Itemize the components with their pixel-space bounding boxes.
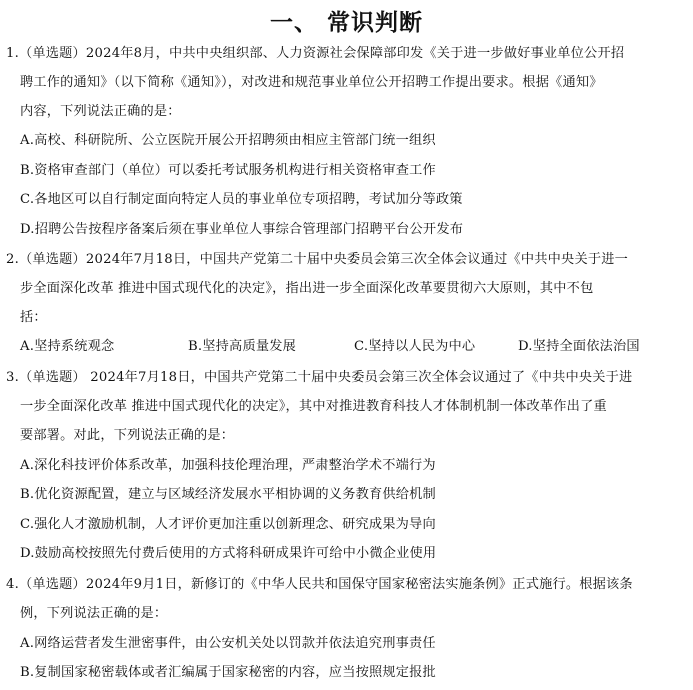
section-heading: 一、 常识判断 [269, 10, 423, 36]
question-4-option-b: B.复制国家秘密载体或者汇编属于国家秘密的内容，应当按照规定报批 [20, 665, 436, 680]
question-2-option-a: A.坚持系统观念 [20, 339, 115, 354]
question-1-option-b: B.资格审查部门（单位）可以委托考试服务机构进行相关资格审查工作 [20, 163, 436, 178]
question-4-option-a: A.网络运营者发生泄密事件，由公安机关处以罚款并依法追究刑事责任 [20, 636, 436, 651]
question-2-stem-line-2: 步全面深化改革 推进中国式现代化的决定》，指出进一步全面深化改革要贯彻六大原则，其中不包 [20, 281, 594, 296]
question-3-option-a: A.深化科技评价体系改革，加强科技伦理治理，严肃整治学术不端行为 [20, 458, 436, 473]
question-2-option-d: D.坚持全面依法治国 [518, 339, 640, 354]
question-1-option-d: D.招聘公告按程序备案后须在事业单位人事综合管理部门招聘平台公开发布 [20, 222, 464, 237]
question-1-option-a: A.高校、科研院所、公立医院开展公开招聘须由相应主管部门统一组织 [20, 133, 436, 148]
question-4-stem-line-2: 例，下列说法正确的是： [20, 606, 168, 621]
question-3-option-d: D.鼓励高校按照先付费后使用的方式将科研成果许可给中小微企业使用 [20, 546, 437, 561]
question-1-stem-line-2: 聘工作的通知》（以下简称《通知》），对改进和规范事业单位公开招聘工作提出要求。根据《通知》 [20, 75, 603, 90]
question-4-stem-line-1: 4.（单选题）2024年9月1日，新修订的《中华人民共和国保守国家秘密法实施条例》正式施行。根据该条 [6, 577, 633, 592]
question-2-stem-line-1: 2.（单选题）2024年7月18日，中国共产党第二十届中央委员会第三次全体会议通过《中共中央关于进一 [6, 252, 628, 267]
question-2-option-b: B.坚持高质量发展 [188, 339, 296, 354]
question-1-stem-line-3: 内容，下列说法正确的是： [20, 104, 181, 119]
question-3-option-b: B.优化资源配置，建立与区域经济发展水平相协调的义务教育供给机制 [20, 487, 436, 502]
question-2-option-c: C.坚持以人民为中心 [354, 339, 476, 354]
question-3-stem-line-3: 要部署。对此，下列说法正确的是： [20, 428, 235, 443]
question-1-stem-line-1: 1.（单选题）2024年8月，中共中央组织部、人力资源社会保障部印发《关于进一步做好事业单位公开招 [6, 46, 625, 61]
question-2-stem-line-3: 括： [20, 310, 47, 325]
question-1-option-c: C.各地区可以自行制定面向特定人员的事业单位专项招聘，考试加分等政策 [20, 192, 463, 207]
question-3-stem-line-1: 3.（单选题） 2024年7月18日，中国共产党第二十届中央委员会第三次全体会议通过了《中共中央关于进 [6, 370, 633, 385]
question-3-option-c: C.强化人才激励机制，人才评价更加注重以创新理念、研究成果为导向 [20, 517, 436, 532]
question-3-stem-line-2: 一步全面深化改革 推进中国式现代化的决定》，其中对推进教育科技人才体制机制一体改革作出了重 [20, 399, 607, 414]
